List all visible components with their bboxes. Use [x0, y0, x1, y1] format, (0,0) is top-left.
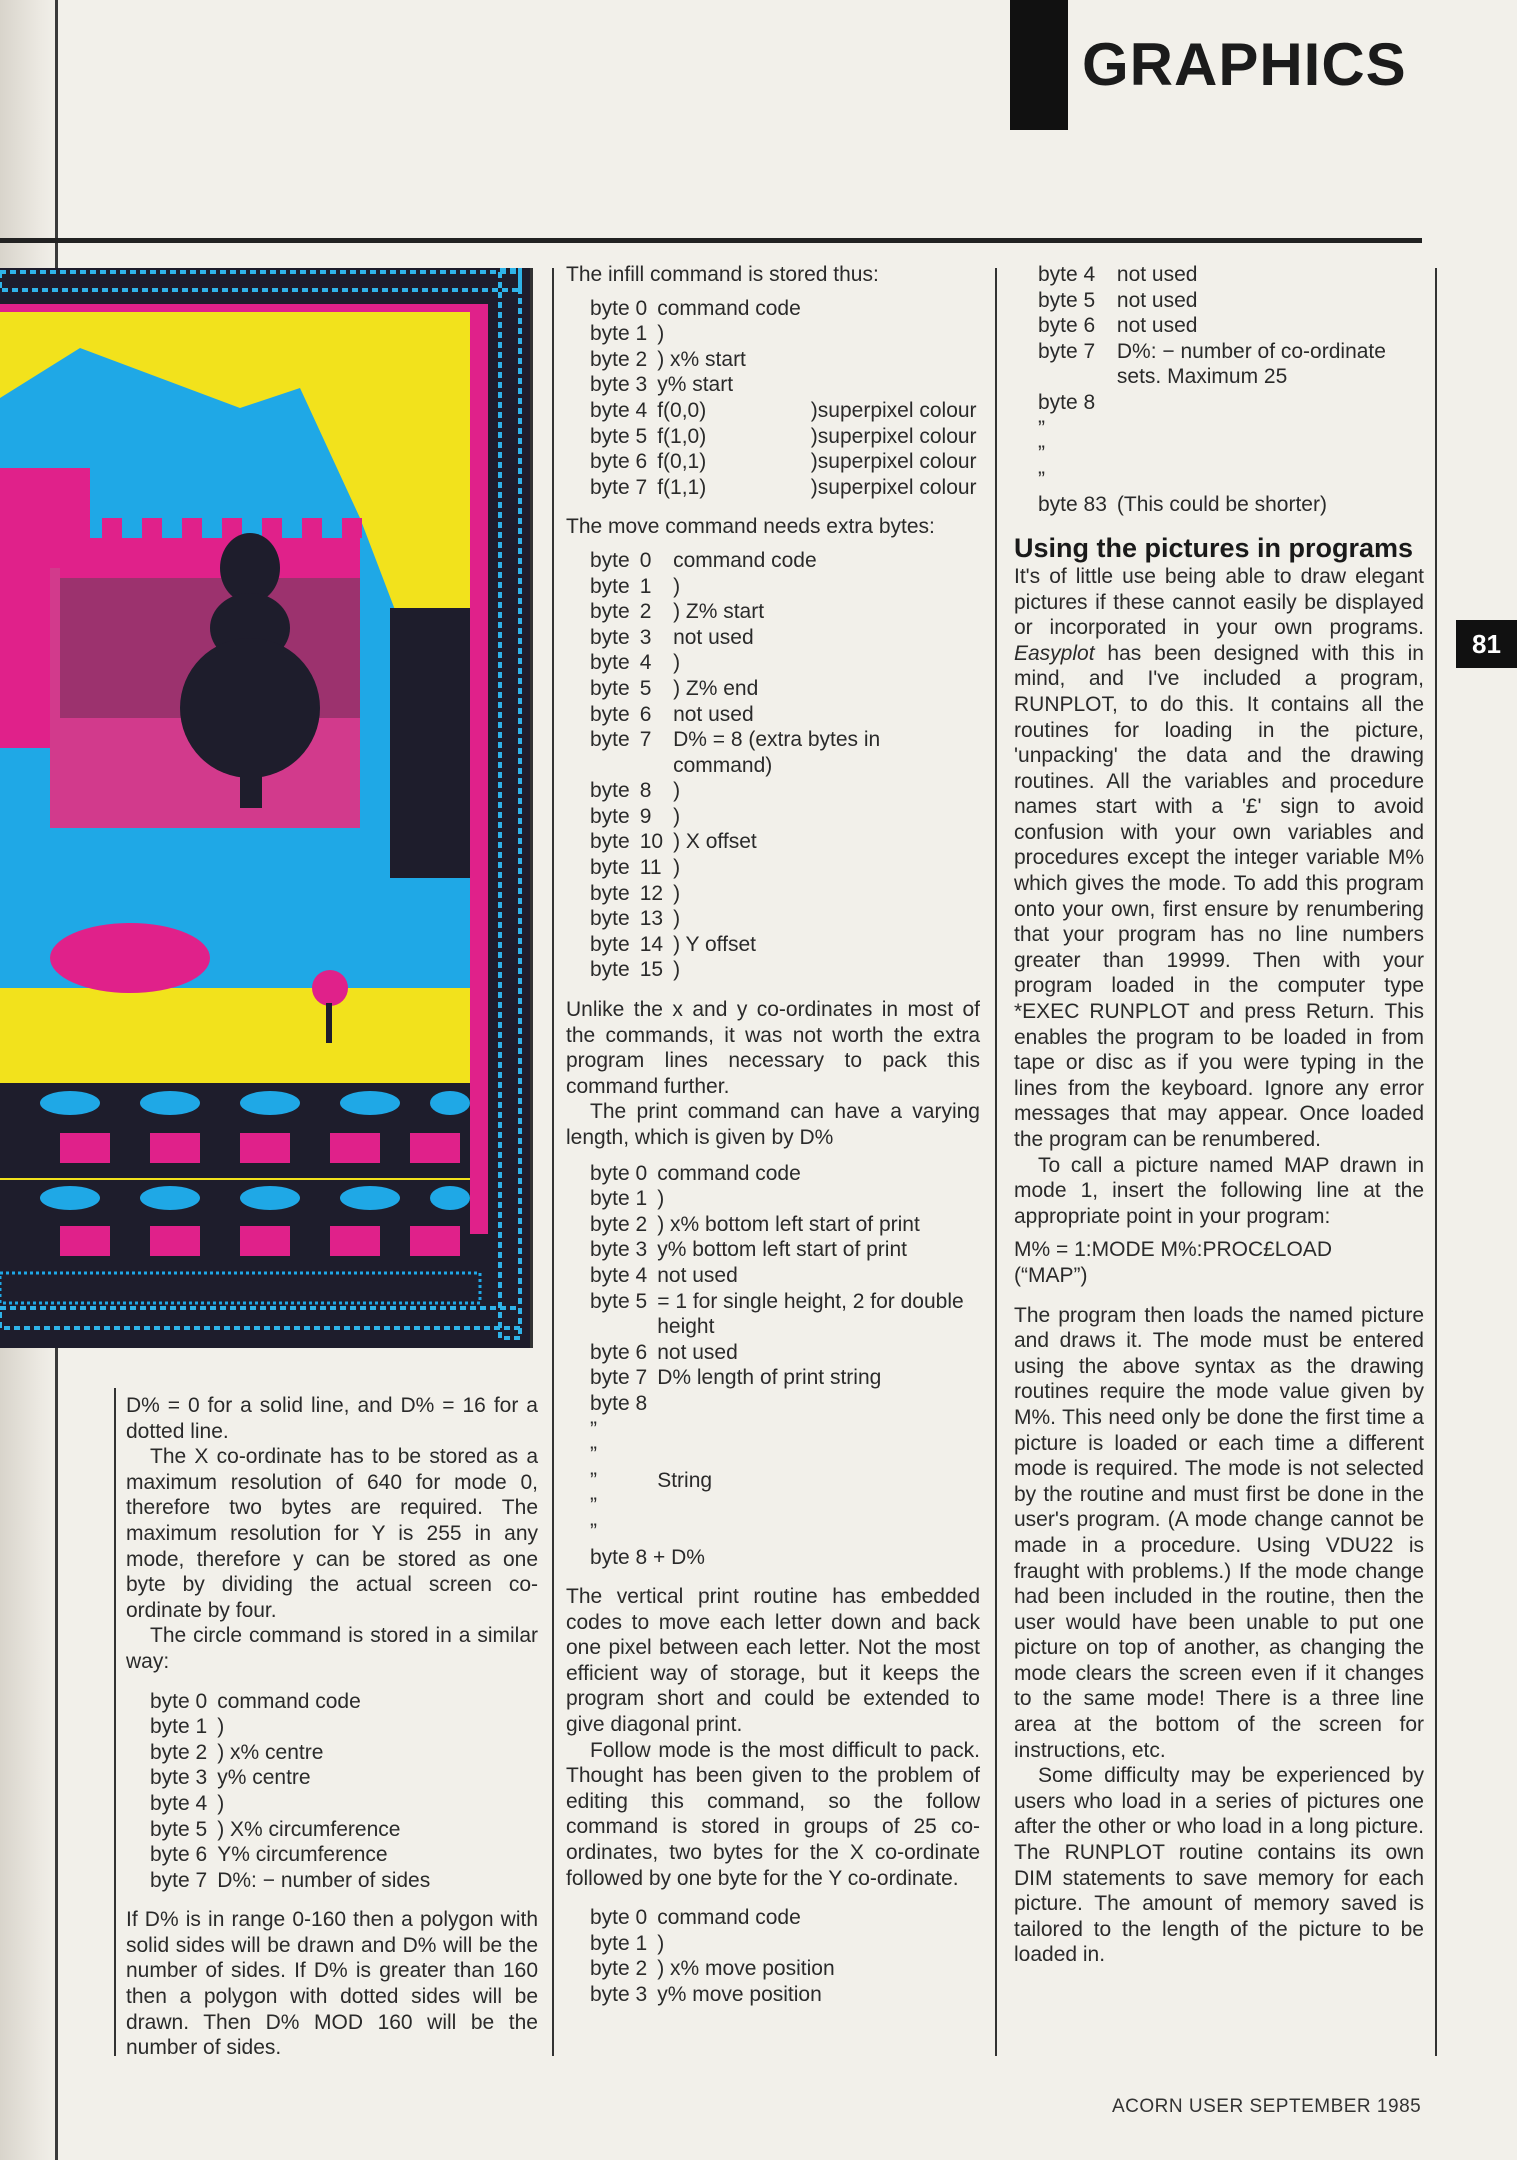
table-cell: byte 1 — [590, 1931, 648, 1955]
table-row — [590, 296, 977, 322]
column-rule-4 — [1435, 268, 1437, 2056]
table-cell: byte — [590, 702, 630, 726]
table-row — [150, 1868, 430, 1894]
table-row — [150, 1817, 430, 1843]
page-footer: ACORN USER SEPTEMBER 1985 — [1112, 2096, 1422, 2117]
col2-paragraph-unlike: Unlike the x and y co-ordinates in most of the commands, it was not worth the extra program lines necessary to pack this command further. — [566, 998, 980, 1098]
table-cell: 8 — [639, 779, 652, 803]
table-cell — [811, 347, 977, 373]
section-title: GRAPHICS — [1082, 31, 1407, 98]
table-cell: byte 3 — [590, 1983, 648, 2006]
table-cell: byte 5 — [590, 424, 648, 448]
table-cell: not used — [1116, 288, 1198, 312]
table-cell: byte — [590, 651, 630, 675]
table-cell: 10 — [639, 830, 664, 854]
table-cell: ) — [657, 1931, 665, 1955]
table-row — [590, 1289, 980, 1340]
table-cell: ) — [673, 958, 681, 982]
table-cell: byte — [590, 600, 630, 624]
table-cell: byte 4 — [1038, 263, 1096, 286]
table-cell: byte 3 — [150, 1766, 208, 1790]
table-cell: String — [657, 1468, 713, 1492]
col1-paragraph-2: The X co-ordinate has to be stored as a maximum resolution of 640 for mode 0, therefore two bytes are required. The maximum resolution for Y is 255 in any mode, therefore y can be stored as one byte by dividing the actual screen co-ordinate by four. — [126, 1445, 538, 1622]
table-row — [150, 1740, 430, 1766]
column-2 — [566, 262, 980, 2008]
col2-paragraph-follow: Follow mode is the most difficult to pack. Thought has been given to the problem of editing this command, so the follow command is stored in groups of 25 co-ordinates, two bytes for the X co-ordinate followed by one byte for the Y co-ordinate. — [566, 1738, 980, 1890]
table-cell: y% move position — [657, 1983, 822, 2006]
table-cell: ) — [673, 651, 681, 675]
table-cell: byte — [590, 574, 630, 598]
table-cell: byte — [590, 676, 630, 700]
table-cell: byte — [590, 728, 630, 752]
print-table-end: byte 8 + D% — [590, 1545, 705, 1569]
table-cell: not used — [1116, 314, 1198, 338]
table-cell: y% centre — [217, 1766, 311, 1790]
table-cell: byte 5 — [1038, 288, 1096, 312]
table-cell: ” — [590, 1417, 597, 1441]
table-row — [590, 1365, 980, 1391]
section-subheading: Using the pictures in programs — [1014, 532, 1414, 563]
table-cell: 13 — [639, 907, 664, 931]
table-cell: byte 7 — [150, 1868, 208, 1892]
table-row — [150, 1765, 430, 1791]
column-rule-1 — [114, 1388, 116, 2056]
table-row — [590, 1442, 980, 1468]
table-cell: not used — [1116, 263, 1198, 286]
table-cell: byte 0 — [590, 1906, 648, 1930]
follow-command-table — [590, 1905, 835, 2007]
table-row — [590, 727, 980, 778]
table-cell: byte 4 — [590, 398, 648, 422]
table-cell: ) Z% start — [673, 600, 765, 624]
table-row — [590, 957, 980, 983]
print-command-table — [590, 1161, 980, 1545]
table-cell: f(0,0) — [657, 398, 707, 422]
code-line-1: M% = 1:MODE M%:PROC£LOAD — [1014, 1238, 1332, 1262]
col2-paragraph-print: The print command can have a varying length, which is given by D% — [566, 1100, 980, 1149]
table-cell: 0 — [639, 548, 652, 572]
move-command-table — [590, 548, 980, 983]
table-cell: command code — [657, 296, 801, 320]
table-cell: byte 2 — [590, 1957, 648, 1981]
table-row — [590, 1212, 980, 1238]
table-cell: ) — [657, 322, 665, 346]
table-row — [590, 702, 980, 728]
table-row — [590, 599, 980, 625]
table-cell: ) x% bottom left start of print — [657, 1212, 920, 1236]
table-cell: byte 1 — [590, 322, 648, 346]
table-row — [590, 475, 977, 501]
table-row — [590, 1186, 980, 1212]
table-cell: byte 3 — [590, 373, 648, 397]
table-cell: )superpixel colour — [810, 450, 977, 474]
table-cell: ) — [217, 1715, 225, 1739]
table-cell: byte 2 — [590, 347, 648, 371]
table-cell: byte 8 — [1038, 390, 1096, 414]
table-cell — [1117, 390, 1424, 416]
table-row — [590, 321, 977, 347]
table-row — [590, 1905, 835, 1931]
table-row — [590, 829, 980, 855]
table-cell — [1117, 467, 1424, 493]
table-cell: ” — [590, 1443, 597, 1467]
table-cell — [657, 1391, 980, 1417]
table-row — [150, 1714, 430, 1740]
table-row — [590, 574, 980, 600]
table-row — [590, 1263, 980, 1289]
table-cell: command code — [657, 1906, 801, 1930]
table-cell: byte — [590, 625, 630, 649]
infill-intro: The infill command is stored thus: — [566, 263, 879, 286]
table-cell: 2 — [639, 600, 652, 624]
table-cell: ) — [673, 779, 681, 803]
table-row — [1038, 492, 1424, 518]
table-row — [590, 1391, 980, 1417]
column-rule-2 — [552, 268, 554, 2056]
table-cell: byte — [590, 548, 630, 572]
table-cell: byte 83 — [1038, 493, 1107, 517]
table-cell: 1 — [639, 574, 652, 598]
table-cell — [657, 1493, 980, 1519]
table-cell: byte — [590, 779, 630, 803]
table-cell: ” — [590, 1519, 597, 1543]
header-block — [1010, 0, 1068, 130]
table-row — [1038, 262, 1424, 288]
table-cell: y% bottom left start of print — [657, 1238, 907, 1262]
table-cell: byte — [590, 830, 630, 854]
table-cell: D% length of print string — [657, 1366, 882, 1390]
table-cell: byte 7 — [1038, 339, 1096, 363]
col1-paragraph-4: If D% is in range 0-160 then a polygon with solid sides will be drawn and D% will be the number of sides. If D% is greater than 160 then a polygon with dotted sides will be drawn. Then D% MOD 160 will be the number of sides. — [126, 1908, 538, 2060]
table-row — [150, 1689, 430, 1715]
table-cell: not used — [673, 625, 754, 649]
table-cell: ” — [1038, 442, 1045, 466]
table-row — [590, 906, 980, 932]
table-row — [1038, 313, 1424, 339]
table-cell: ” — [1038, 416, 1045, 440]
table-row — [590, 398, 977, 424]
table-cell: ) — [673, 804, 681, 828]
table-cell: byte 0 — [590, 1161, 648, 1185]
table-cell: D%: − number of co-ordinate sets. Maximum 25 — [1116, 339, 1386, 389]
table-cell: command code — [657, 1161, 801, 1185]
table-row — [590, 804, 980, 830]
table-row — [590, 650, 980, 676]
table-row — [590, 347, 977, 373]
table-row — [150, 1791, 430, 1817]
table-cell: ) — [673, 574, 681, 598]
table-cell — [657, 1442, 980, 1468]
table-row — [590, 1519, 980, 1545]
table-cell: )superpixel colour — [810, 424, 977, 448]
table-cell: D% = 8 (extra bytes in command) — [673, 728, 881, 777]
table-cell: y% start — [657, 373, 734, 397]
table-row — [590, 932, 980, 958]
table-cell: byte 4 — [590, 1263, 648, 1287]
table-cell: byte — [590, 958, 630, 982]
move-intro: The move command needs extra bytes: — [566, 515, 935, 539]
column-3 — [1014, 262, 1424, 1968]
table-row — [590, 1237, 980, 1263]
table-row — [590, 625, 980, 651]
table-cell: byte 0 — [150, 1689, 208, 1713]
table-cell: byte 0 — [590, 296, 648, 320]
table-cell: ) x% centre — [217, 1740, 324, 1764]
col2-paragraph-vertical: The vertical print routine has embedded codes to move each letter down and back one pixel between each letter. Not the most efficient way of storage, but it keeps the program short and could be extended to give diagonal print. — [566, 1585, 980, 1737]
table-cell: not used — [673, 702, 754, 726]
table-row — [1038, 288, 1424, 314]
table-cell: ) X offset — [673, 830, 757, 854]
table-row — [150, 1842, 430, 1868]
table-cell: 7 — [639, 728, 652, 752]
table-cell: 15 — [639, 958, 664, 982]
table-row — [1038, 441, 1424, 467]
table-row — [1038, 467, 1424, 493]
table-cell: D%: − number of sides — [217, 1868, 431, 1892]
table-cell: )superpixel colour — [810, 398, 977, 422]
col3-paragraph-2: To call a picture named MAP drawn in mode 1, insert the following line at the appropriate point in your program: — [1014, 1153, 1424, 1228]
table-cell: byte — [590, 804, 630, 828]
table-cell: ) Y offset — [673, 932, 756, 956]
table-cell: 12 — [639, 881, 664, 905]
table-cell: byte 8 — [590, 1391, 648, 1415]
table-row — [590, 548, 980, 574]
table-cell: byte 2 — [150, 1740, 208, 1764]
table-cell: ) — [673, 881, 681, 905]
table-cell: byte 6 — [1038, 314, 1096, 338]
column-rule-3 — [995, 268, 997, 2056]
pixel-art-illustration — [0, 268, 530, 1348]
table-cell — [657, 1519, 980, 1545]
table-cell: byte 6 — [590, 450, 648, 474]
table-row — [590, 778, 980, 804]
col3-paragraph-3: The program then loads the named picture and draws it. The mode must be entered using the above syntax as the drawing routines require the mode value given by M%. This need only be done the first time a picture is loaded or each time a different mode is required. The mode is not selected by the routine and must first be done in the user's program. (A mode change cannot be made in a procedure. Using VDU22 is fraught with problems.) If the mode change had been included in the routine, then the user would have been unable to put one picture on top of another, as changing the mode clears the screen even if it changes to the same mode! There is a three line area at the bottom of the screen for instructions, etc. — [1014, 1303, 1424, 1762]
table-row — [1038, 390, 1424, 416]
table-cell: byte 4 — [150, 1791, 208, 1815]
table-cell: 14 — [639, 932, 664, 956]
table-cell: byte — [590, 856, 630, 880]
table-cell: 11 — [639, 856, 662, 880]
table-row — [590, 449, 977, 475]
table-cell: not used — [657, 1263, 738, 1287]
table-cell: not used — [657, 1340, 738, 1364]
table-cell: byte 1 — [150, 1715, 208, 1739]
table-row — [590, 1161, 980, 1187]
table-row — [590, 424, 977, 450]
table-row — [590, 855, 980, 881]
follow-command-table-continued — [1038, 262, 1424, 518]
table-cell: command code — [673, 548, 817, 572]
table-cell: = 1 for single height, 2 for double height — [657, 1289, 964, 1339]
table-cell: 5 — [639, 676, 652, 700]
table-cell: 4 — [639, 651, 652, 675]
table-row — [590, 1340, 980, 1366]
table-cell: 6 — [639, 702, 652, 726]
table-row — [590, 881, 980, 907]
table-cell — [1117, 416, 1424, 442]
table-cell — [811, 372, 977, 398]
table-row — [590, 676, 980, 702]
col3-paragraph-1: It's of little use being able to draw elegant pictures if these cannot easily be displayed or incorporated in your own programs. Easyplot has been designed with this in mind, and I've included a program, RUNPLOT, to do this. It contains all the routines for loading in the picture, 'unpacking' the data and the drawing routines. All the variables and procedure names start with a '£' sign to avoid confusion with your own variables and procedures except the integer variable M% which gives the mode. To add this program onto your own, first ensure by renumbering that your program has no line numbers greater than 19999. Then with your program loaded in the computer type *EXEC RUNPLOT and press Return. This enables the program to be loaded in from tape or disc as if you were typing in the lines from the keyboard. Ignore any error messages that may appear. Once loaded the program can be renumbered. — [1014, 564, 1424, 1151]
table-cell: ” — [590, 1468, 597, 1492]
table-cell — [1117, 441, 1424, 467]
graphics-screen-image — [0, 268, 533, 1348]
table-cell: f(1,0) — [657, 424, 707, 448]
table-cell: ) x% move position — [657, 1957, 835, 1981]
table-cell: ) Z% end — [673, 676, 759, 700]
table-row — [590, 1982, 835, 2008]
table-cell: ) — [673, 856, 681, 880]
table-cell: ) x% start — [657, 347, 746, 371]
table-cell: f(0,1) — [657, 450, 707, 474]
code-line-2: (“MAP”) — [1014, 1263, 1088, 1287]
table-cell: byte 7 — [590, 1366, 648, 1390]
table-row — [590, 1417, 980, 1443]
table-cell: (This could be shorter) — [1116, 493, 1327, 517]
page-number-tab: 81 — [1456, 620, 1517, 668]
table-cell: ” — [1038, 467, 1045, 491]
table-cell: byte 7 — [590, 475, 648, 499]
table-cell — [811, 296, 977, 322]
table-cell: ) — [217, 1791, 225, 1815]
circle-command-table — [150, 1689, 430, 1894]
table-row — [590, 1493, 980, 1519]
table-cell: f(1,1) — [657, 475, 707, 499]
table-cell: )superpixel colour — [810, 475, 977, 499]
table-row — [590, 1931, 835, 1957]
table-cell — [657, 1417, 980, 1443]
table-cell: byte 5 — [590, 1289, 648, 1313]
infill-command-table — [590, 296, 977, 501]
table-cell: byte 6 — [590, 1340, 648, 1364]
table-cell: ) X% circumference — [217, 1817, 401, 1841]
column-1 — [126, 1393, 538, 2061]
table-cell: byte 5 — [150, 1817, 208, 1841]
table-cell: byte — [590, 881, 630, 905]
table-cell: Y% circumference — [217, 1843, 388, 1867]
col3-paragraph-4: Some difficulty may be experienced by users who load in a series of pictures one after the other or who load in a long picture. The RUNPLOT routine contains its own DIM statements to save memory for each picture. The amount of memory saved is tailored to the length of the picture to be loaded in. — [1014, 1764, 1424, 1967]
table-cell: command code — [217, 1689, 361, 1713]
table-row — [590, 1956, 835, 1982]
table-cell: byte 1 — [590, 1187, 648, 1211]
table-row — [1038, 339, 1424, 390]
table-row — [590, 372, 977, 398]
table-cell: byte — [590, 932, 630, 956]
table-cell: byte 2 — [590, 1212, 648, 1236]
table-row — [1038, 416, 1424, 442]
table-row — [590, 1468, 980, 1494]
header-rule — [0, 238, 1422, 243]
table-cell: 9 — [639, 804, 652, 828]
table-cell — [811, 321, 977, 347]
table-cell: ) — [673, 907, 681, 931]
col1-paragraph-3: The circle command is stored in a similar way: — [126, 1624, 538, 1673]
table-cell: ” — [590, 1494, 597, 1518]
table-cell: byte 6 — [150, 1843, 208, 1867]
table-cell: ) — [657, 1187, 665, 1211]
table-cell: byte — [590, 907, 630, 931]
col1-paragraph-1: D% = 0 for a solid line, and D% = 16 for a dotted line. — [126, 1394, 538, 1443]
table-cell: 3 — [639, 625, 652, 649]
table-cell: byte 3 — [590, 1238, 648, 1262]
